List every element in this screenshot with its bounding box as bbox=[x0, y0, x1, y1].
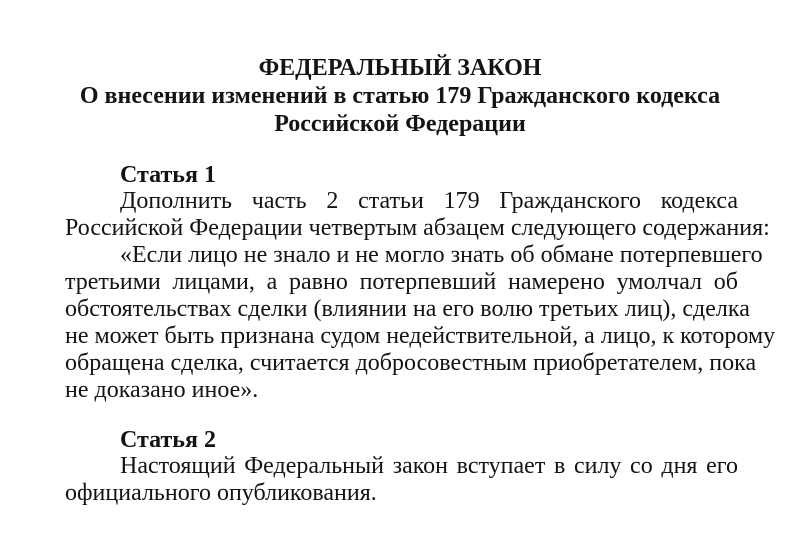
article-1-line-4: третьими лицами, а равно потерпевший намерено умолчал об bbox=[65, 269, 738, 295]
article-1-line-3: «Если лицо не знало и не могло знать об обмане потерпевшего bbox=[120, 242, 763, 268]
article-1-line-6: не может быть признана судом недействительной, а лицо, к которому bbox=[65, 323, 776, 349]
article-1-line-2: Российской Федерации четвертым абзацем следующего содержания: bbox=[65, 215, 770, 241]
article-2-line-2: официального опубликования. bbox=[65, 480, 377, 506]
document-header bbox=[0, 54, 800, 138]
law-subtitle-line-2: Российской Федерации bbox=[274, 111, 526, 137]
law-subtitle-line-1: О внесении изменений в статью 179 Гражданского кодекса bbox=[79, 83, 721, 109]
article-1-line-5: обстоятельствах сделки (влиянии на его волю третьих лиц), сделка bbox=[65, 296, 750, 322]
article-2-line-1: Настоящий Федеральный закон вступает в силу со дня его bbox=[120, 453, 738, 479]
article-1-line-7: обращена сделка, считается добросовестным приобретателем, пока bbox=[65, 350, 757, 376]
law-title: ФЕДЕРАЛЬНЫЙ ЗАКОН bbox=[258, 55, 542, 81]
article-1-line-1: Дополнить часть 2 статьи 179 Гражданского кодекса bbox=[120, 188, 738, 214]
article-1-title: Статья 1 bbox=[120, 162, 216, 188]
article-1-line-8: не доказано иное». bbox=[65, 377, 259, 403]
article-2-title: Статья 2 bbox=[120, 427, 216, 453]
article-1-body bbox=[65, 188, 776, 404]
article-2-body bbox=[65, 453, 738, 507]
